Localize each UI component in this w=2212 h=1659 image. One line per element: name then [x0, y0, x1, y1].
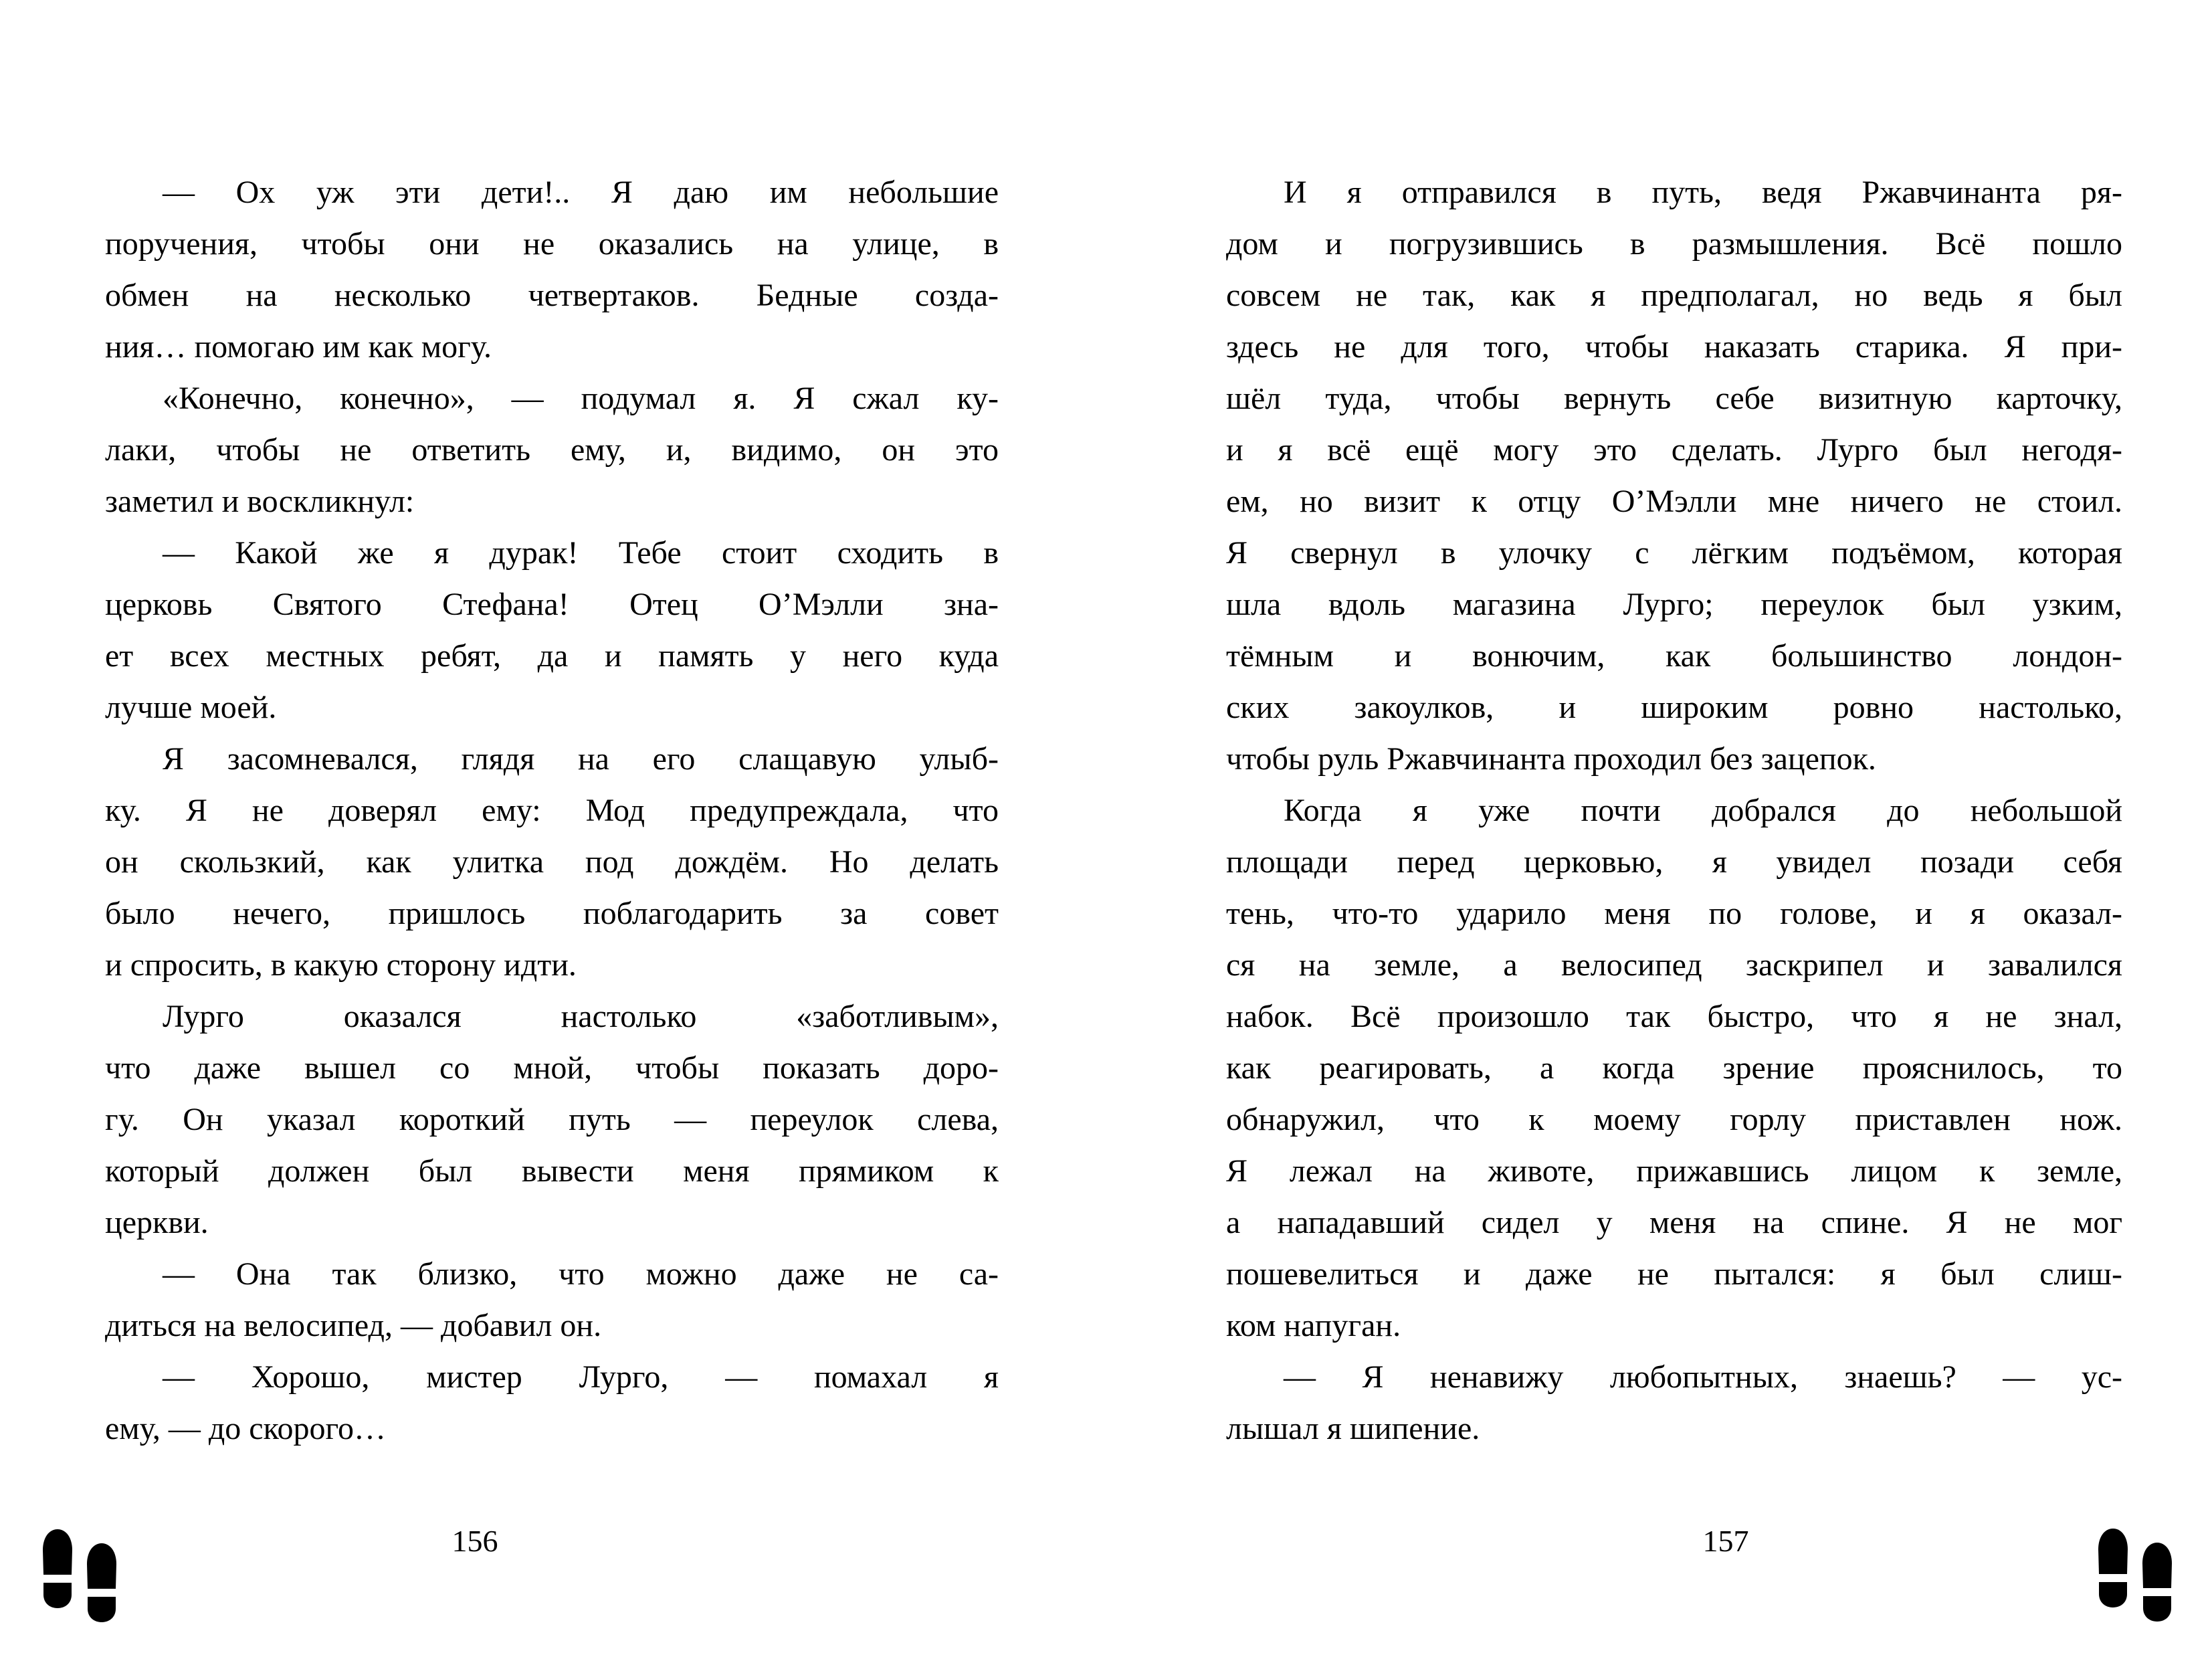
text-line: заметил и воскликнул: [105, 484, 415, 519]
text-line: церкви. [105, 1205, 209, 1240]
shoe-print-icon [41, 1529, 74, 1608]
text-line: лучше моей. [105, 690, 277, 725]
text-line: гу. Он указал короткий путь — переулок слева, [105, 1102, 999, 1137]
text-line: ем, но визит к отцу О’Мэлли мне ничего не стоил. [1226, 484, 2122, 519]
text-line: лышал я шипение. [1226, 1411, 1480, 1446]
text-line: обмен на несколько четвертаков. Бедные созда- [105, 278, 999, 313]
shoe-print-icon [2141, 1543, 2173, 1622]
text-line: Я свернул в улочку с лёгким подъёмом, которая [1226, 535, 2122, 571]
text-line: ему, — до скорого… [105, 1411, 386, 1446]
page-number-right: 157 [1702, 1524, 1749, 1558]
shoe-print-icon [86, 1543, 118, 1622]
text-line: Я засомневался, глядя на его слащавую улыб- [163, 741, 999, 777]
text-line: здесь не для того, чтобы наказать старика. Я при- [1226, 329, 2122, 365]
text-line: Лурго оказался настолько «заботливым», [163, 999, 999, 1034]
text-line: площади перед церковью, я увидел позади себя [1226, 844, 2122, 880]
text-line: а нападавший сидел у меня на спине. Я не мог [1226, 1205, 2122, 1240]
text-line: обнаружил, что к моему горлу приставлен нож. [1226, 1102, 2122, 1137]
footprints-icon [2097, 1529, 2212, 1629]
text-line: церковь Святого Стефана! Отец О’Мэлли зна- [105, 587, 999, 622]
text-line: было нечего, пришлось поблагодарить за совет [105, 896, 999, 931]
footprints-icon [41, 1529, 159, 1630]
text-line: шёл туда, чтобы вернуть себе визитную карточку, [1226, 381, 2122, 416]
text-line: ся на земле, а велосипед заскрипел и завалился [1226, 947, 2122, 983]
text-line: — Хорошо, мистер Лурго, — помахал я [163, 1359, 999, 1395]
text-line: — Она так близко, что можно даже не са- [163, 1256, 999, 1292]
text-line: — Какой же я дурак! Тебе стоит сходить в [163, 535, 999, 571]
text-line: — Ох уж эти дети!.. Я даю им небольшие [163, 175, 999, 210]
text-line: Когда я уже почти добрался до небольшой [1284, 793, 2122, 828]
text-line: набок. Всё произошло так быстро, что я не знал, [1226, 999, 2122, 1034]
page-number-left: 156 [451, 1524, 498, 1558]
page-right-text-column [1226, 167, 2122, 1454]
text-line: как реагировать, а когда зрение прояснилось, то [1226, 1050, 2122, 1086]
text-line: поручения, чтобы они не оказались на улице, в [105, 226, 999, 262]
text-line: чтобы руль Ржавчинанта проходил без зацепок. [1226, 741, 1876, 777]
text-line: пошевелиться и даже не пытался: я был слиш- [1226, 1256, 2122, 1292]
text-line: дом и погрузившись в размышления. Всё пошло [1226, 226, 2122, 262]
text-line: «Конечно, конечно», — подумал я. Я сжал ку- [163, 381, 999, 416]
text-line: ских закоулков, и широким ровно настолько, [1226, 690, 2122, 725]
shoe-print-icon [2097, 1529, 2129, 1607]
text-line: ния… помогаю им как могу. [105, 329, 492, 365]
text-line: ком напуган. [1226, 1308, 1401, 1343]
text-line: шла вдоль магазина Лурго; переулок был узким, [1226, 587, 2122, 622]
text-line: совсем не так, как я предполагал, но ведь я был [1226, 278, 2122, 313]
text-line: диться на велосипед, — добавил он. [105, 1308, 602, 1343]
text-line: тень, что-то ударило меня по голове, и я оказал- [1226, 896, 2122, 931]
text-line: и спросить, в какую сторону идти. [105, 947, 577, 983]
text-line: лаки, чтобы не ответить ему, и, видимо, он это [105, 432, 999, 468]
text-line: ет всех местных ребят, да и память у него куда [105, 638, 999, 674]
text-line: Я лежал на животе, прижавшись лицом к земле, [1226, 1153, 2122, 1189]
text-line: ку. Я не доверял ему: Мод предупреждала, что [105, 793, 999, 828]
page-left-text-column [105, 167, 999, 1454]
text-line: который должен был вывести меня прямиком к [105, 1153, 999, 1189]
text-line: и я всё ещё могу это сделать. Лурго был негодя- [1226, 432, 2122, 468]
text-line: И я отправился в путь, ведя Ржавчинанта ря- [1284, 175, 2122, 210]
text-line: — Я ненавижу любопытных, знаешь? — ус- [1284, 1359, 2122, 1395]
text-line: он скользкий, как улитка под дождём. Но делать [105, 844, 999, 880]
text-line: что даже вышел со мной, чтобы показать доро- [105, 1050, 999, 1086]
text-line: тёмным и вонючим, как большинство лондон- [1226, 638, 2122, 674]
